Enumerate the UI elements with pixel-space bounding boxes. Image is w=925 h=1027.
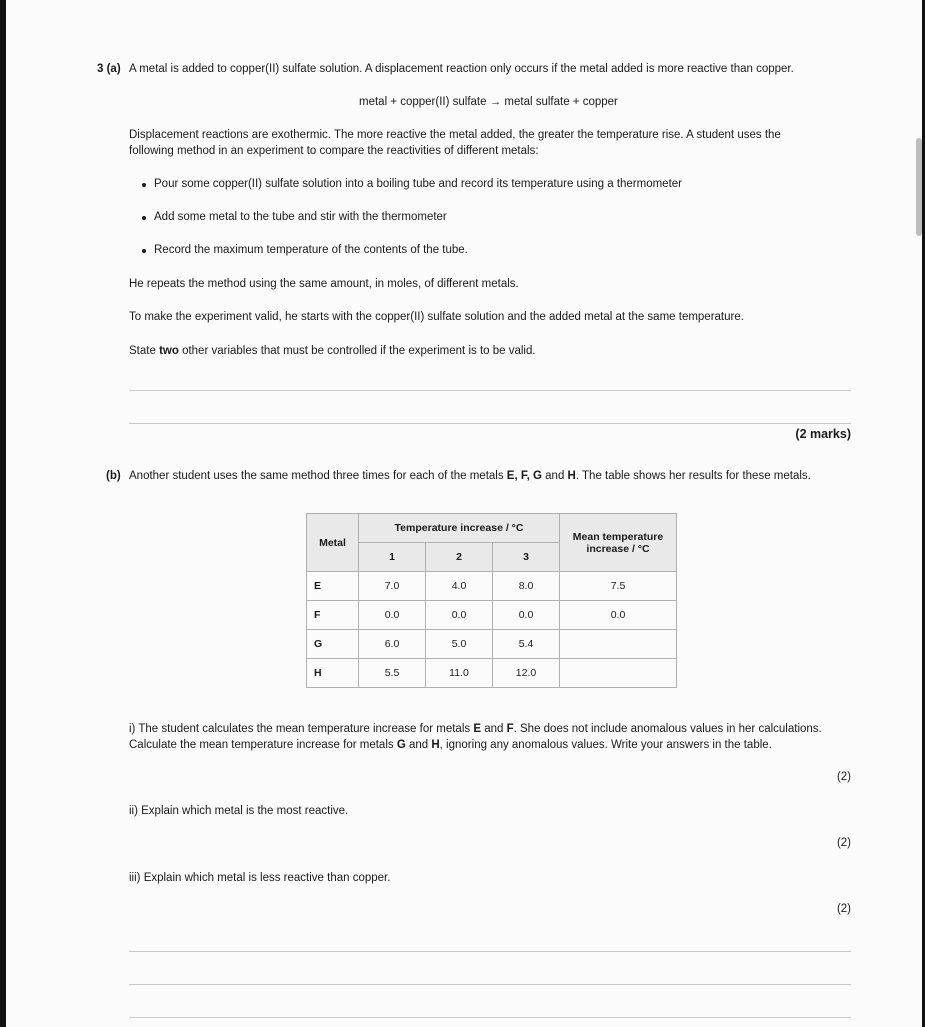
header-run-3: 3 xyxy=(493,543,560,572)
part-i-marks: (2) xyxy=(836,771,851,783)
results-table xyxy=(306,513,677,688)
run-value: 0.0 xyxy=(493,601,560,630)
run-value: 0.0 xyxy=(426,601,493,630)
left-frame-edge xyxy=(0,0,6,1027)
run-value: 5.5 xyxy=(359,659,426,688)
part-ii-marks: (2) xyxy=(836,837,851,849)
part-ii-question: ii) Explain which metal is the most reactive. xyxy=(129,805,349,817)
repeat-text: He repeats the method using the same amount, in moles, of different metals. xyxy=(129,278,519,290)
reaction-equation: metal + copper(II) sulfate → metal sulfate + copper xyxy=(359,96,618,108)
metal-cell: G xyxy=(307,630,359,659)
run-value: 11.0 xyxy=(426,659,493,688)
question-b-label: (b) xyxy=(106,470,121,482)
question-b-intro: Another student uses the same method three times for each of the metals E, F, G and H. The table shows her results for these metals. xyxy=(129,470,811,482)
part-i-line-2: Calculate the mean temperature increase for metals G and H, ignoring any anomalous values. Write your answers in the table. xyxy=(129,739,772,751)
answer-line[interactable] xyxy=(129,984,851,985)
table-row xyxy=(307,630,677,659)
metal-cell: H xyxy=(307,659,359,688)
marks-label: (2 marks) xyxy=(795,427,851,441)
scrollbar-thumb[interactable] xyxy=(916,138,922,236)
header-run-2: 2 xyxy=(426,543,493,572)
part-iii-question: iii) Explain which metal is less reactive than copper. xyxy=(129,872,391,884)
answer-line[interactable] xyxy=(129,1017,851,1018)
answer-line[interactable] xyxy=(129,423,851,424)
run-value: 5.0 xyxy=(426,630,493,659)
header-run-1: 1 xyxy=(359,543,426,572)
run-value: 7.0 xyxy=(359,572,426,601)
state-instruction: State two other variables that must be controlled if the experiment is to be valid. xyxy=(129,345,536,357)
method-step-1: Pour some copper(II) sulfate solution into a boiling tube and record its temperature using a thermometer xyxy=(154,178,683,190)
run-value: 6.0 xyxy=(359,630,426,659)
table-row xyxy=(307,572,677,601)
run-value: 5.4 xyxy=(493,630,560,659)
question-number: 3 (a) xyxy=(97,63,121,75)
mean-value: 7.5 xyxy=(560,572,677,601)
run-value: 12.0 xyxy=(493,659,560,688)
run-value: 4.0 xyxy=(426,572,493,601)
part-iii-marks: (2) xyxy=(836,903,851,915)
header-temperature-increase: Temperature increase / °C xyxy=(359,514,560,543)
paragraph-line-1: Displacement reactions are exothermic. The more reactive the metal added, the greater the temperature rise. A student uses the xyxy=(129,129,781,141)
method-step-2: Add some metal to the tube and stir with the thermometer xyxy=(154,211,447,223)
table-row xyxy=(307,601,677,630)
paragraph-line-2: following method in an experiment to compare the reactivities of different metals: xyxy=(129,145,539,157)
part-i-line-1: i) The student calculates the mean temperature increase for metals E and F. She does not include anomalous values in her calculations. xyxy=(129,723,822,735)
valid-text: To make the experiment valid, he starts with the copper(II) sulfate solution and the added metal at the same temperature. xyxy=(129,311,744,323)
bullet-icon xyxy=(142,216,146,220)
question-a-intro: A metal is added to copper(II) sulfate solution. A displacement reaction only occurs if the metal added is more reactive than copper. xyxy=(129,63,794,75)
answer-line[interactable] xyxy=(129,951,851,952)
mean-value: 0.0 xyxy=(560,601,677,630)
bullet-icon xyxy=(142,249,146,253)
metal-cell: E xyxy=(307,572,359,601)
header-mean: Mean temperature increase / °C xyxy=(560,514,677,572)
answer-line[interactable] xyxy=(129,390,851,391)
table-row xyxy=(307,659,677,688)
bullet-icon xyxy=(142,183,146,187)
run-value: 0.0 xyxy=(359,601,426,630)
run-value: 8.0 xyxy=(493,572,560,601)
mean-value-empty[interactable] xyxy=(560,659,677,688)
method-step-3: Record the maximum temperature of the contents of the tube. xyxy=(154,244,468,256)
mean-value-empty[interactable] xyxy=(560,630,677,659)
header-metal: Metal xyxy=(307,514,359,572)
metal-cell: F xyxy=(307,601,359,630)
